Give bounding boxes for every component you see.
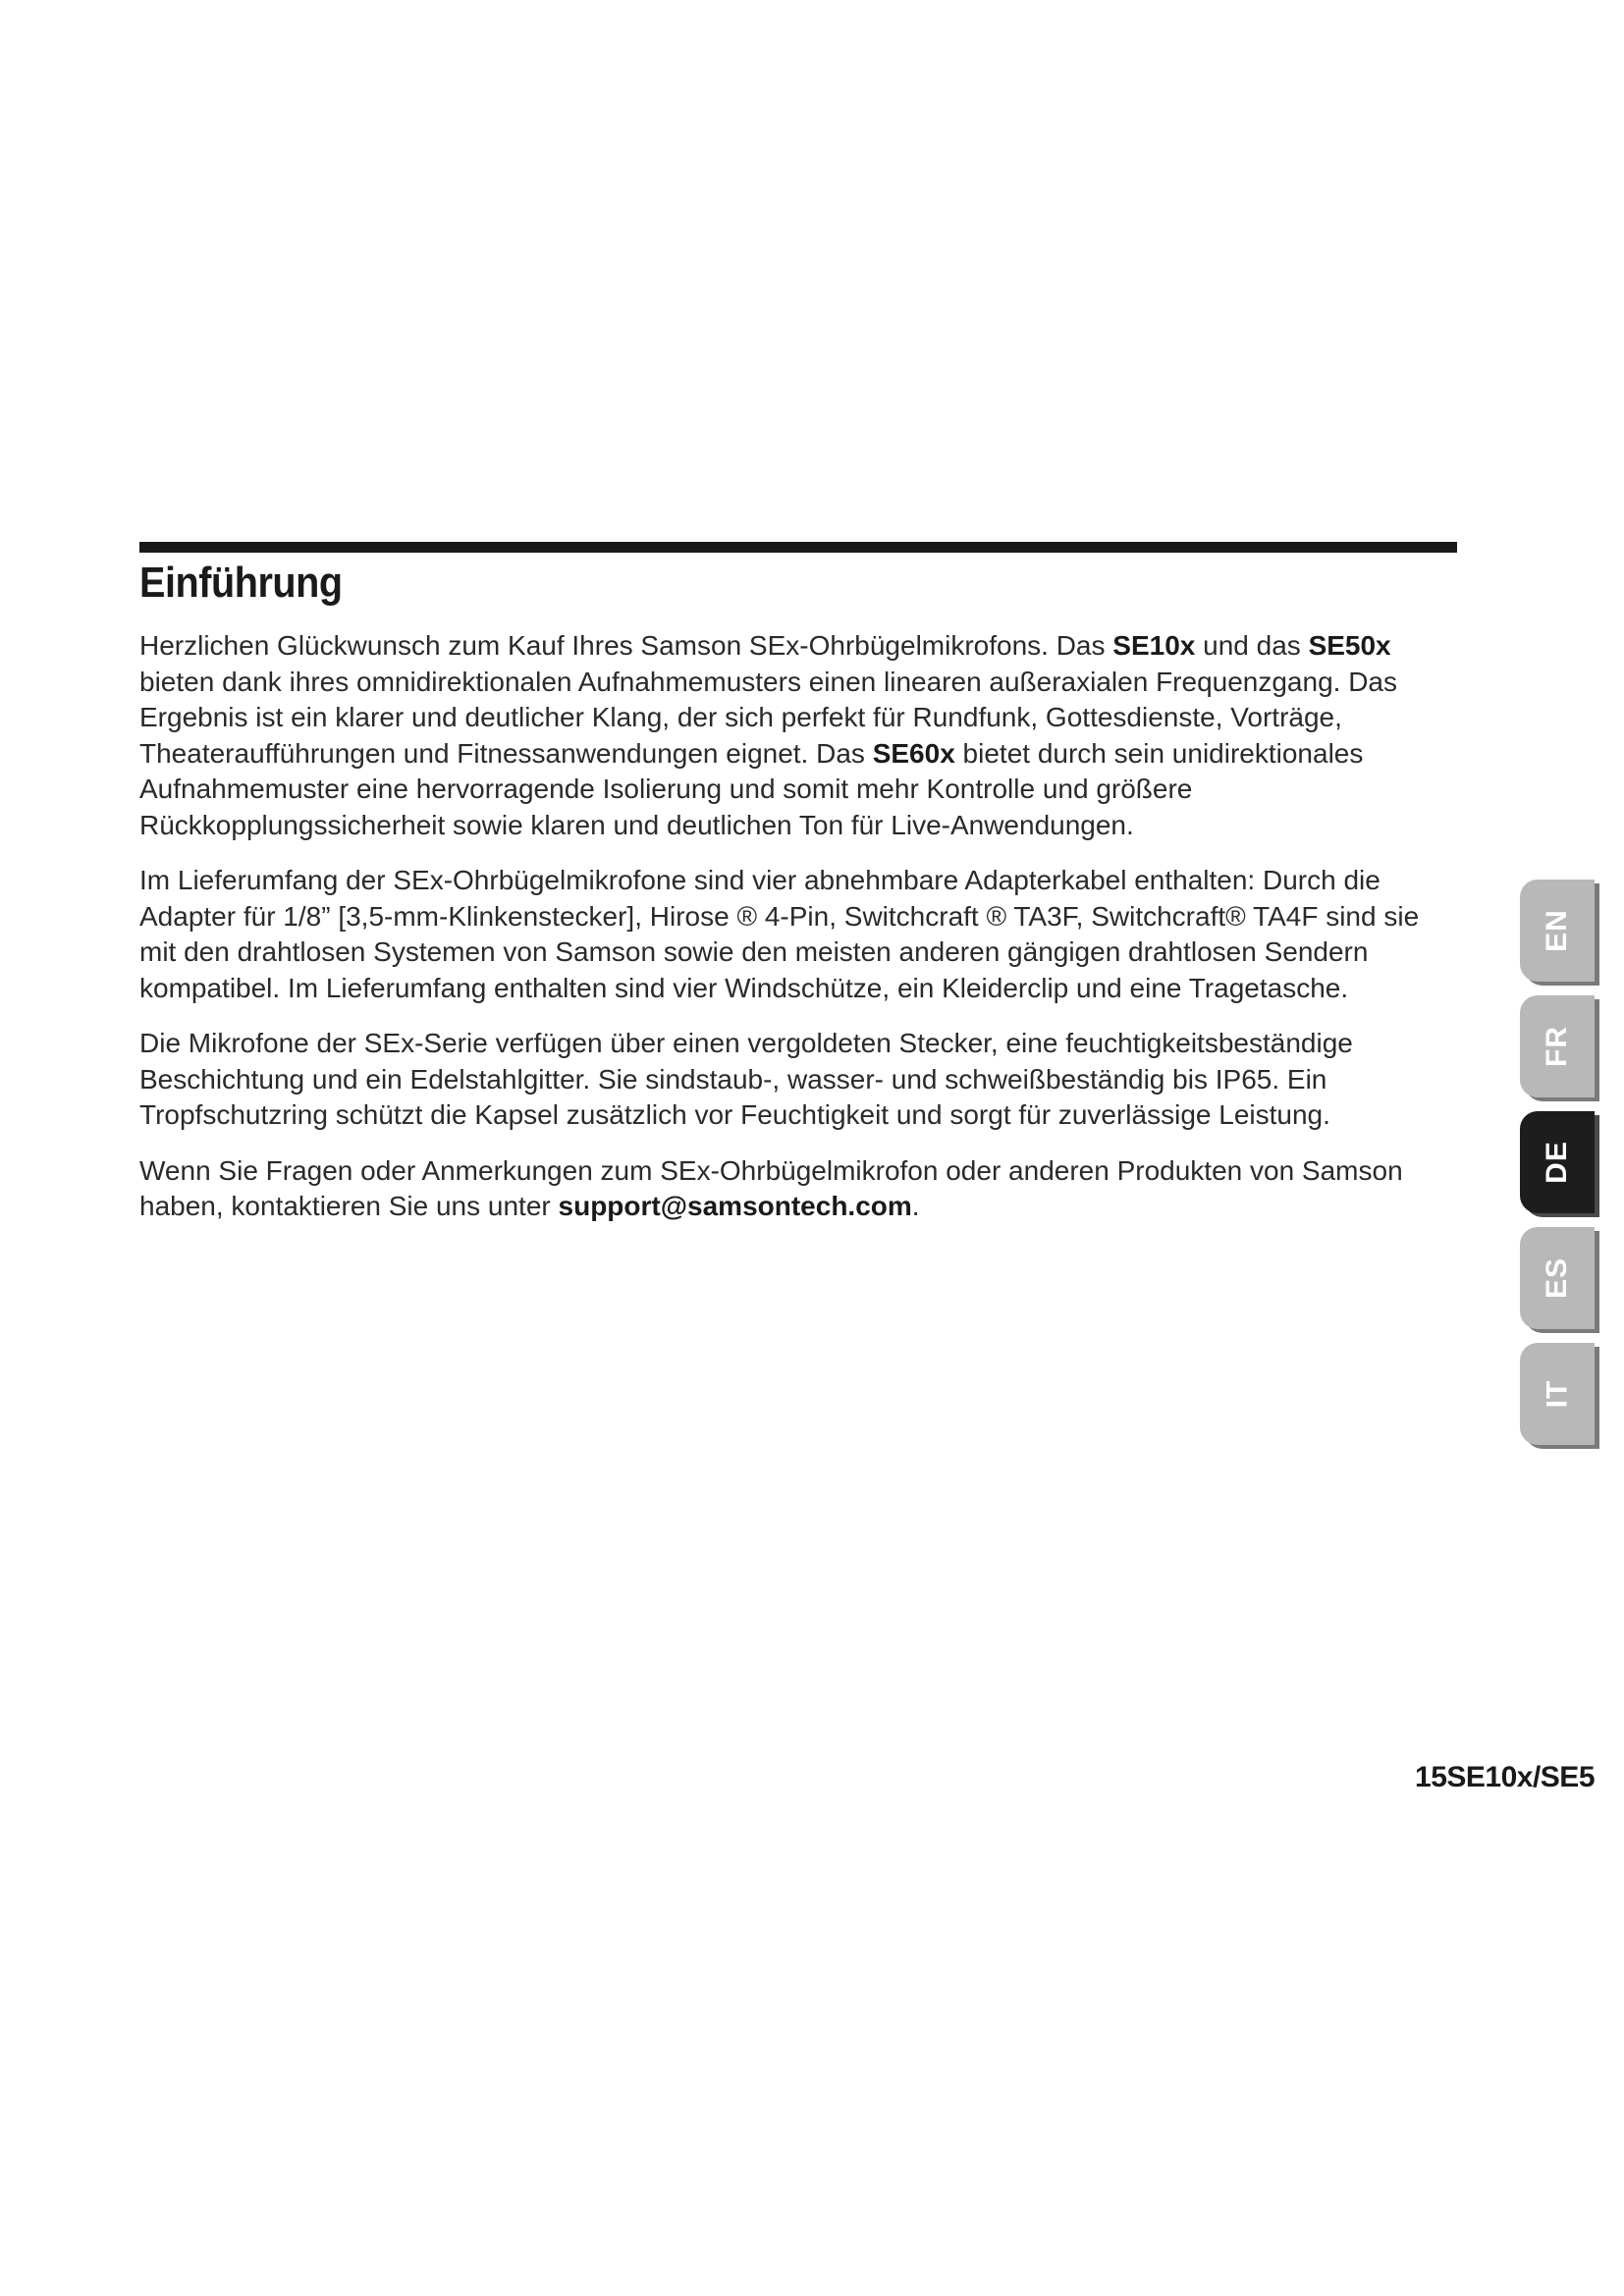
model-se50x: SE50x [1308,630,1391,661]
tab-es[interactable] [1520,1227,1595,1329]
paragraph-features: Die Mikrofone der SEx-Serie verfügen über einen vergoldeten Stecker, eine feuchtigkeitsbeständige Beschichtung und ein Edelstahlgitter. Sie sindstaub-, wasser- und schweißbeständig bis IP65. Ein Tropfschutzring schützt die Kapsel zusätzlich vor Feuchtigkeit und sorgt für zuverlässige Leistung. [139,1028,1353,1130]
intro-text-1: Herzlichen Glückwunsch zum Kauf Ihres Samson SEx-Ohrbügelmikrofons. Das [139,630,1113,661]
tab-it-label: IT [1540,1379,1573,1409]
contact-text-1: Wenn Sie Fragen oder Anmerkungen zum SEx-Ohrbügelmikrofon oder anderen Produkten von Samson haben, kontaktieren Sie uns unter [139,1154,1403,1221]
body-text [139,628,1450,1245]
section-top-rule [139,542,1457,553]
tab-fr-label: FR [1541,1026,1573,1067]
support-email-link[interactable]: support@samsontech.com [558,1191,912,1221]
tab-it[interactable] [1520,1343,1595,1445]
tab-en-label: EN [1541,909,1573,952]
paragraph-contact [139,1153,1450,1225]
model-se60x: SE60x [872,737,955,769]
tab-fr[interactable] [1520,995,1595,1097]
paragraph-intro [139,628,1450,843]
page-footer-label: 15SE10x/SE5 [1415,1761,1595,1793]
tab-es-label: ES [1541,1256,1573,1300]
tab-en[interactable] [1520,880,1595,982]
contact-text-2: . [911,1191,920,1221]
section-heading: Einführung [139,559,343,607]
model-se10x: SE10x [1112,630,1196,661]
intro-text-4: bietet durch sein unidirektionales Aufnahmemuster eine hervorragende Isolierung und somit mehr Kontrolle und größere Rückkopplungssicherheit sowie klaren und deutlichen Ton für Live-Anwendungen. [139,737,1364,840]
intro-text-2: und das [1195,630,1309,661]
intro-text-3: bieten dank ihres omnidirektionalen Aufnahmemusters einen linearen außeraxialen Frequenzgang. Das Ergebnis ist ein klarer und deutlicher Klang, der sich perfekt für Rundfunk, Gottesdienste, Vorträge, Theateraufführungen und Fitnessanwendungen eignet. Das [139,666,1397,769]
tab-de-label: DE [1541,1141,1573,1184]
paragraph-accessories: Im Lieferumfang der SEx-Ohrbügelmikrofone sind vier abnehmbare Adapterkabel enthalten: Durch die Adapter für 1/8” [3,5-mm-Klinkenstecker], Hirose ® 4-Pin, Switchcraft ® TA3F, Switchcraft® TA4F sind sie mit den drahtlosen Systemen von Samson sowie den meisten anderen gängigen drahtlosen Sendern kompatibel. Im Lieferumfang enthalten sind vier Windschütze, ein Kleiderclip und eine Tragetasche. [139,865,1420,1003]
tab-de[interactable] [1520,1111,1595,1213]
